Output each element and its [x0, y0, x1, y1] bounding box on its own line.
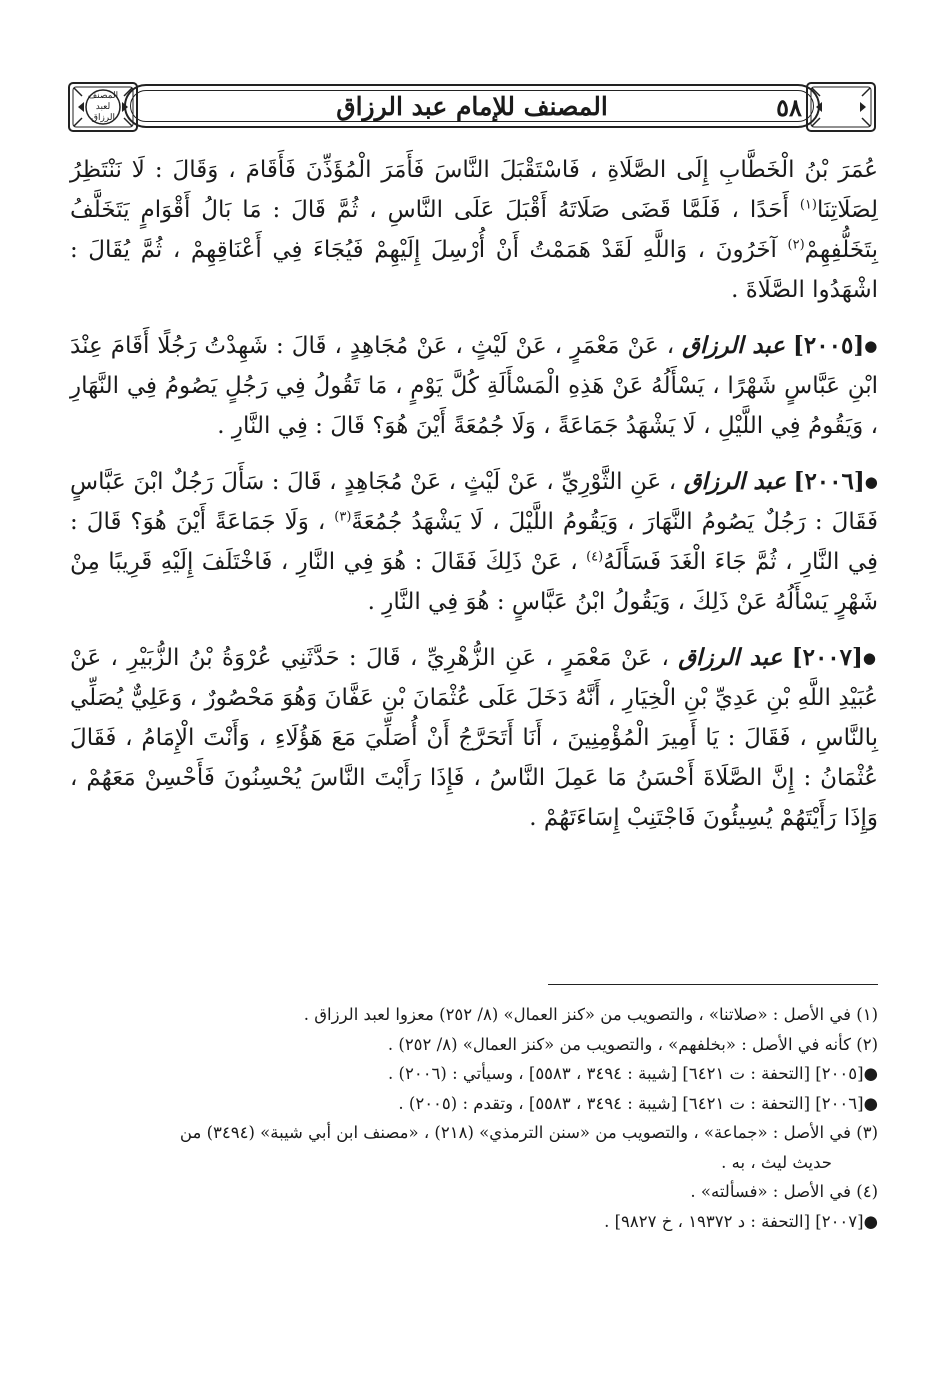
hadith-text-a: ، عَنِ الثَّوْرِيِّ ، عَنْ لَيْثٍ ، عَنْ مُجَاهِدٍ ، قَالَ : سَأَلَ رَجُلٌ ابْنَ عَبَّاسٍ فَقَالَ : رَجُلٌ يَصُومُ النَّهَارَ ، وَيَقُومُ اللَّيْلَ ، لَا يَشْهَدُ جُمُعَةً: [70, 469, 879, 535]
seal-text: [84, 91, 122, 124]
main-text: [70, 150, 878, 838]
bullet-icon: ●: [864, 337, 878, 355]
seal-line-2: لعبد الرزاق: [90, 102, 116, 123]
footnote-1: (١) في الأصل : «صلاتنا» ، والتصويب من «كنز العمال» (٨/ ٢٥٢) معزوا لعبد الرزاق .: [303, 1005, 878, 1024]
footnote-ref-4: (٤): [586, 549, 604, 565]
hadith-source: عبد الرزاق: [682, 332, 786, 359]
footnote-3: (٣) في الأصل : «جماعة» ، والتصويب من «سنن الترمذي» (٢١٨) ، «مصنف ابن أبي شيبة» (٣٤٩٤) من: [179, 1123, 878, 1142]
footnote-rule: [548, 984, 878, 985]
takhrij-2006: ●[٢٠٠٦] [التحفة : ت ٦٤٢١] [شيبة : ٣٤٩٤ ، ٥٥٨٣] ، وتقدم : (٢٠٠٥) .: [398, 1093, 878, 1113]
bullet-icon: ●: [864, 473, 879, 491]
intro-text-b: أَحَدًا ، فَلَمَّا قَضَى صَلَاتَهُ أَقْبَلَ عَلَى النَّاسِ ، ثُمَّ قَالَ : مَا بَالُ أَقْوَامٍ يَتَخَلَّفُ بِتَخَلُّفِهِمْ: [70, 197, 879, 263]
page-number: ٥٨: [776, 93, 802, 122]
footnote-2: (٢) كأنه في الأصل : «بخلفهم» ، والتصويب من «كنز العمال» (٨/ ٢٥٢) .: [387, 1034, 878, 1054]
hadith-2006: [70, 462, 878, 622]
hadith-text-b: ، وَلَا جَمَاعَةً أَيْنَ هُوَ؟ قَالَ : فِي النَّارِ ، ثُمَّ جَاءَ الْغَدَ فَسَأَلَهُ: [70, 509, 878, 575]
footnote-ref-2: (٢): [787, 237, 805, 253]
hadith-number: [٢٠٠٧]: [791, 644, 863, 671]
hadith-2005: [70, 326, 878, 446]
hadith-number: [٢٠٠٦]: [793, 468, 865, 495]
intro-text-a: عُمَرَ بْنُ الْخَطَّابِ إِلَى الصَّلَاةِ ، فَاسْتَقْبَلَ النَّاسَ فَأَمَرَ الْمُؤَذِّنَ فَأَقَامَ ، وَقَالَ : لَا نَنْتَظِرُ لِصَلَاتِنَا: [70, 157, 878, 223]
hadith-2007: [70, 638, 878, 838]
intro-paragraph: [70, 150, 878, 310]
hadith-source: عبد الرزاق: [678, 644, 783, 671]
footnote-3-continuation: حديث ليث ، به .: [721, 1152, 832, 1172]
hadith-source: عبد الرزاق: [683, 468, 787, 495]
page-number-ornament-icon: [806, 82, 876, 132]
footnotes: [70, 1000, 878, 1236]
takhrij-2007: ●[٢٠٠٧] [التحفة : د ١٩٣٧٢ ، خ ٩٨٢٧] .: [604, 1211, 878, 1231]
bullet-icon: ●: [862, 649, 878, 667]
footnote-4: (٤) في الأصل : «فسألته» .: [690, 1182, 878, 1201]
hadith-text: ، عَنْ مَعْمَرٍ ، عَنِ الزُّهْرِيِّ ، قَالَ : حَدَّثَنِي عُرْوَةُ بْنُ الزُّبَيْرِ ، عَنْ عُبَيْدِ اللَّهِ بْنِ عَدِيِّ بْنِ الْخِيَارِ ، أَنَّهُ دَخَلَ عَلَى عُثْمَانَ بْنِ عَفَّانَ وَهُوَ مَحْصُورٌ ، وَعَلِيٌّ يُصَلِّي بِالنَّاسِ ، فَقَالَ : يَا أَمِيرَ الْمُؤْمِنِينَ ، أَنَا أَتَحَرَّجُ أَنْ أُصَلِّيَ مَعَ هَؤُلَاءِ ، وَأَنْتَ الْإِمَامُ ، فَقَالَ عُثْمَانُ : إِنَّ الصَّلَاةَ أَحْسَنُ مَا عَمِلَ النَّاسُ ، فَإِذَا رَأَيْتَ النَّاسَ يُحْسِنُونَ فَأَحْسِنْ مَعَهُمْ ، وَإِذَا رَأَيْتَهُمْ يُسِيئُونَ فَاجْتَنِبْ إِسَاءَتَهُمْ .: [70, 645, 878, 831]
hadith-text: ، عَنْ مَعْمَرٍ ، عَنْ لَيْثٍ ، عَنْ مُجَاهِدٍ ، قَالَ : شَهِدْتُ رَجُلًا أَقَامَ عِنْدَ ابْنِ عَبَّاسٍ شَهْرًا ، يَسْأَلُهُ عَنْ هَذِهِ الْمَسْأَلَةِ كُلَّ يَوْمٍ ، مَا تَقُولُ فِي رَجُلٍ يَصُومُ فِي النَّهَارِ ، وَيَقُومُ فِي اللَّيْلِ ، لَا يَشْهَدُ جَمَاعَةً ، وَلَا جُمُعَةً أَيْنَ هُوَ؟ قَالَ : فِي النَّارِ .: [70, 333, 878, 439]
hadith-text-c: ، عَنْ ذَلِكَ فَقَالَ : هُوَ فِي النَّارِ ، فَاخْتَلَفَ إِلَيْهِ قَرِيبًا مِنْ شَهْرٍ يَسْأَلُهُ عَنْ ذَلِكَ ، وَيَقُولُ ابْنُ عَبَّاسٍ : هُوَ فِي النَّارِ .: [70, 549, 878, 615]
running-title: المصنف للإمام عبد الرزاق: [336, 92, 608, 121]
takhrij-2005: ●[٢٠٠٥] [التحفة : ت ٦٤٢١] [شيبة : ٣٤٩٤ ، ٥٥٨٣] ، وسيأتي : (٢٠٠٦) .: [388, 1064, 878, 1083]
footnote-ref-3: (٣): [334, 509, 352, 525]
hadith-number: [٢٠٠٥]: [793, 332, 865, 359]
intro-text-c: آخَرُونَ ، وَاللَّهِ لَقَدْ هَمَمْتُ أَنْ أُرْسِلَ إِلَيْهِمْ فَيُجَاءَ فِي أَعْنَاقِهِمْ ، ثُمَّ يُقَالَ : اشْهَدُوا الصَّلَاةَ .: [70, 237, 878, 303]
footnote-ref-1: (١): [799, 197, 817, 213]
page-header: [68, 78, 876, 136]
seal-line-1: المصنف: [87, 91, 119, 101]
